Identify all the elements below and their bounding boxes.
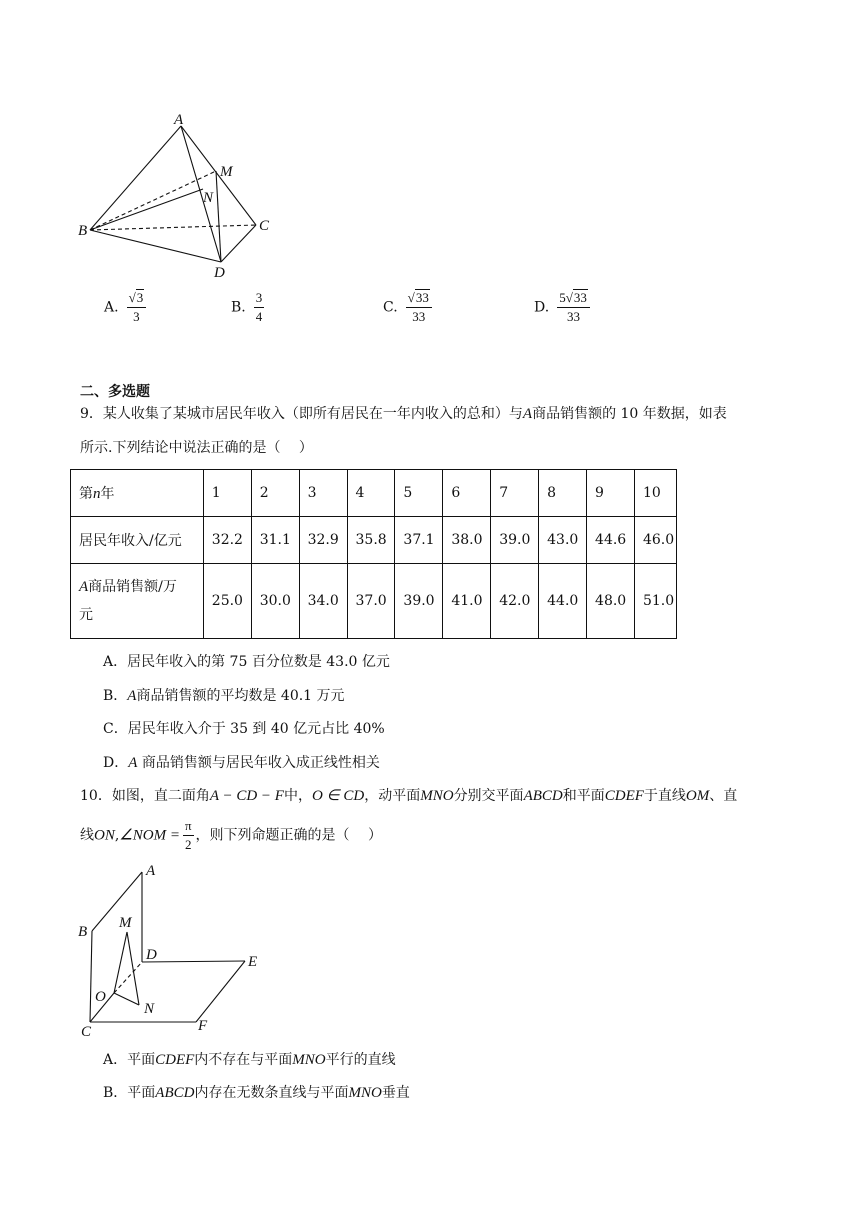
- label-O: O: [95, 989, 106, 1005]
- segment-OM: [114, 932, 127, 993]
- edge-AB: [90, 126, 181, 230]
- edge-CD-hidden: [114, 962, 142, 993]
- year-cell: 8: [539, 470, 587, 517]
- income-cell: 44.6: [587, 517, 635, 564]
- segment-BN: [90, 189, 203, 230]
- sales-cell: 42.0: [491, 564, 539, 639]
- dihedral-figure: [75, 855, 295, 1040]
- year-cell: 3: [299, 470, 347, 517]
- segment-ON: [114, 993, 139, 1005]
- q9-line-1: 9．某人收集了某城市居民年收入（即所有居民在一年内收入的总和）与A商品销售额的 10 年数据，如表: [80, 406, 727, 422]
- table-row-income: [71, 517, 677, 564]
- edge-BD: [90, 230, 221, 262]
- sales-cell: 34.0: [299, 564, 347, 639]
- income-cell: 43.0: [539, 517, 587, 564]
- label-D: D: [214, 265, 225, 281]
- edge-DE: [142, 961, 245, 962]
- label-C: C: [259, 218, 270, 234]
- label-D: D: [146, 947, 157, 963]
- sales-cell: 41.0: [443, 564, 491, 639]
- header-cell: 第n年: [71, 470, 204, 517]
- sales-cell: 25.0: [203, 564, 251, 639]
- label-B: B: [78, 223, 88, 239]
- edge-DC: [221, 225, 256, 262]
- edge-BA: [92, 872, 142, 931]
- q8-option-c[interactable]: C. $\frac{√33}{33}$: [383, 290, 432, 325]
- tetrahedron-figure: [70, 105, 290, 285]
- sales-cell: 51.0: [634, 564, 676, 639]
- q10-line-1: 10．如图，直二面角A − CD − F中，O ∈ CD，动平面MNO分别交平面ABCD和平面CDEF于直线OM、直: [80, 788, 738, 804]
- label-A: A: [174, 112, 184, 128]
- sales-cell: 44.0: [539, 564, 587, 639]
- label-F: F: [198, 1018, 208, 1034]
- q9-option-a[interactable]: A．居民年收入的第 75 百分位数是 43.0 亿元: [103, 654, 390, 670]
- label-B: B: [78, 924, 88, 940]
- table-row-header: [71, 470, 677, 517]
- sales-cell: 48.0: [587, 564, 635, 639]
- segment-MN: [127, 932, 139, 1005]
- year-cell: 10: [634, 470, 676, 517]
- label-N: N: [203, 190, 214, 206]
- year-cell: 4: [347, 470, 395, 517]
- row-label: A商品销售额/万 元: [71, 564, 204, 639]
- q9-option-c[interactable]: C．居民年收入介于 35 到 40 亿元占比 40%: [103, 721, 385, 737]
- sales-cell: 37.0: [347, 564, 395, 639]
- year-cell: 7: [491, 470, 539, 517]
- q10-option-a[interactable]: A．平面CDEF内不存在与平面MNO平行的直线: [103, 1052, 396, 1068]
- label-M: M: [119, 915, 132, 931]
- year-cell: 9: [587, 470, 635, 517]
- sales-cell: 39.0: [395, 564, 443, 639]
- edge-CB: [90, 931, 92, 1022]
- q9-line-2: 所示.下列结论中说法正确的是（ ）: [80, 440, 313, 456]
- income-cell: 32.2: [203, 517, 251, 564]
- year-cell: 5: [395, 470, 443, 517]
- q8-option-d[interactable]: D. $\frac{5√33}{33}$: [534, 290, 590, 325]
- row-label: 居民年收入/亿元: [71, 517, 204, 564]
- table-row-sales: [71, 564, 677, 639]
- income-cell: 32.9: [299, 517, 347, 564]
- segment-BC: [90, 225, 256, 230]
- label-M: M: [220, 164, 233, 180]
- section-title: 二、多选题: [80, 384, 150, 400]
- q9-option-d[interactable]: D．A 商品销售额与居民年收入成正线性相关: [103, 755, 380, 771]
- year-cell: 1: [203, 470, 251, 517]
- year-cell: 2: [251, 470, 299, 517]
- year-cell: 6: [443, 470, 491, 517]
- income-cell: 46.0: [634, 517, 676, 564]
- income-cell: 38.0: [443, 517, 491, 564]
- sales-cell: 30.0: [251, 564, 299, 639]
- q9-data-table: [70, 469, 677, 639]
- q9-option-b[interactable]: B．A商品销售额的平均数是 40.1 万元: [103, 688, 345, 704]
- income-cell: 39.0: [491, 517, 539, 564]
- q10-option-b[interactable]: B．平面ABCD内存在无数条直线与平面MNO垂直: [103, 1085, 410, 1101]
- edge-AD: [181, 126, 221, 262]
- label-C: C: [81, 1024, 92, 1040]
- label-A: A: [146, 863, 156, 879]
- q8-option-a[interactable]: A. $\frac{√3}{3}$: [104, 290, 146, 325]
- q8-option-b[interactable]: B. $\frac{3}{4}$: [231, 290, 263, 324]
- label-E: E: [248, 954, 258, 970]
- label-N: N: [144, 1001, 155, 1017]
- income-cell: 37.1: [395, 517, 443, 564]
- q10-line-2: 线ON,∠NOM = $\frac{\pi}{2}$ ，则下列命题正确的是（ ）: [80, 818, 382, 852]
- income-cell: 31.1: [251, 517, 299, 564]
- edge-EF: [196, 961, 245, 1022]
- income-cell: 35.8: [347, 517, 395, 564]
